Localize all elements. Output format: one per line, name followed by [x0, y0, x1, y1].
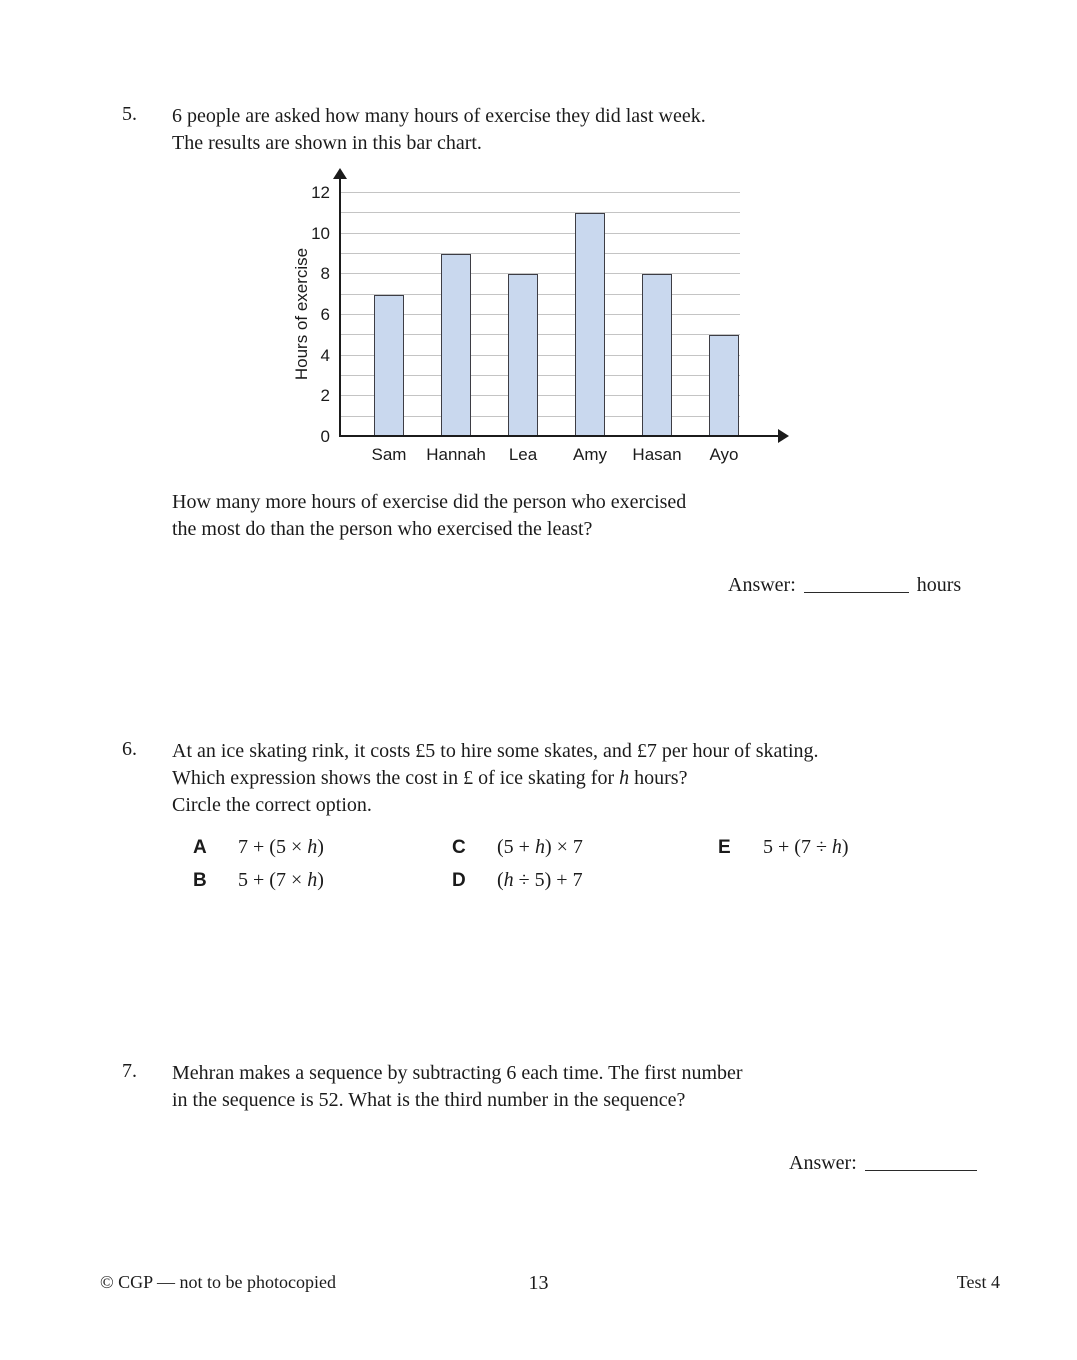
footer-test-label: Test 4: [956, 1272, 1000, 1292]
option-expression: 5 + (7 × h): [238, 869, 324, 891]
y-tick-label: 0: [320, 427, 330, 446]
q5-answer-label: Answer:: [728, 574, 796, 596]
option-expression: (h ÷ 5) + 7: [497, 869, 583, 891]
y-axis-line: [339, 177, 341, 437]
bar-amy: [575, 213, 605, 437]
bar-lea: [508, 274, 538, 437]
x-category-label: Hannah: [426, 445, 486, 464]
q6-prompt-line3: Circle the correct option.: [172, 794, 372, 816]
y-axis-title: Hours of exercise: [292, 247, 311, 381]
q5-question-line1: How many more hours of exercise did the person who exercised: [172, 491, 687, 513]
q7-answer-blank: [865, 1152, 977, 1171]
q6-prompt-line2: Which expression shows the cost in £ of ice skating for h hours?: [172, 767, 688, 789]
option-expression: 5 + (7 ÷ h): [763, 836, 849, 858]
option-C: [452, 836, 718, 869]
q5-prompt-line1: 6 people are asked how many hours of exercise they did last week.: [172, 105, 706, 127]
q5-question: [172, 489, 686, 543]
q5-prompt-line2: The results are shown in this bar chart.: [172, 132, 482, 154]
x-category-label: Lea: [508, 445, 538, 464]
option-letter: B: [193, 870, 207, 891]
x-axis-line: [339, 435, 779, 437]
footer-copyright: © CGP — not to be photocopied: [100, 1272, 336, 1292]
q5-answer-blank: [804, 574, 909, 593]
q6-number: 6.: [122, 738, 137, 760]
y-tick-label: 8: [320, 264, 330, 284]
y-tick-label: 12: [311, 183, 330, 202]
option-A: [193, 836, 452, 869]
option-letter: A: [193, 837, 207, 858]
bar-ayo: [709, 335, 739, 437]
bar-hannah: [441, 254, 471, 437]
q7-number: 7.: [122, 1060, 137, 1082]
y-tick-label: 4: [320, 345, 330, 365]
option-expression: (5 + h) × 7: [497, 836, 583, 858]
q5-answer-row: [728, 574, 961, 597]
q6-options: [193, 836, 849, 902]
footer-page-number: 13: [528, 1272, 549, 1294]
q5-prompt: [172, 103, 706, 157]
q6-prompt: [172, 738, 819, 819]
gridline: [340, 192, 740, 193]
chart-plot: [311, 183, 740, 464]
bar-sam: [374, 295, 404, 437]
x-axis-arrow-icon: [778, 429, 789, 443]
q5-question-line2: the most do than the person who exercised the least?: [172, 518, 593, 540]
y-tick-label: 6: [320, 305, 330, 324]
option-letter: D: [452, 870, 466, 891]
y-tick-label: 10: [311, 223, 330, 243]
bar-hasan: [642, 274, 672, 437]
gridline: [340, 233, 740, 234]
y-tick-label: 2: [320, 386, 330, 406]
option-letter: E: [718, 837, 731, 858]
q5-number: 5.: [122, 103, 137, 125]
option-B: [193, 869, 452, 902]
x-category-label: Ayo: [709, 445, 739, 464]
x-category-label: Sam: [371, 445, 407, 464]
gridline: [340, 253, 740, 254]
option-E: [718, 836, 849, 869]
q6-prompt-line1: At an ice skating rink, it costs £5 to hire some skates, and £7 per hour of skating.: [172, 740, 819, 762]
q7-prompt-line1: Mehran makes a sequence by subtracting 6 each time. The first number: [172, 1062, 743, 1084]
q5-answer-unit: hours: [916, 574, 962, 596]
option-D: [452, 869, 718, 902]
q7-prompt-line2: in the sequence is 52. What is the third number in the sequence?: [172, 1089, 686, 1111]
x-category-label: Hasan: [632, 445, 682, 464]
x-category-label: Amy: [573, 445, 607, 464]
option-expression: 7 + (5 × h): [238, 836, 324, 858]
gridline: [340, 212, 740, 213]
y-axis-arrow-icon: [333, 168, 347, 179]
q7-answer-row: [789, 1152, 985, 1175]
q7-answer-label: Answer:: [789, 1152, 857, 1174]
q7-prompt: [172, 1060, 743, 1114]
gridline: [340, 273, 740, 274]
option-letter: C: [452, 837, 466, 858]
